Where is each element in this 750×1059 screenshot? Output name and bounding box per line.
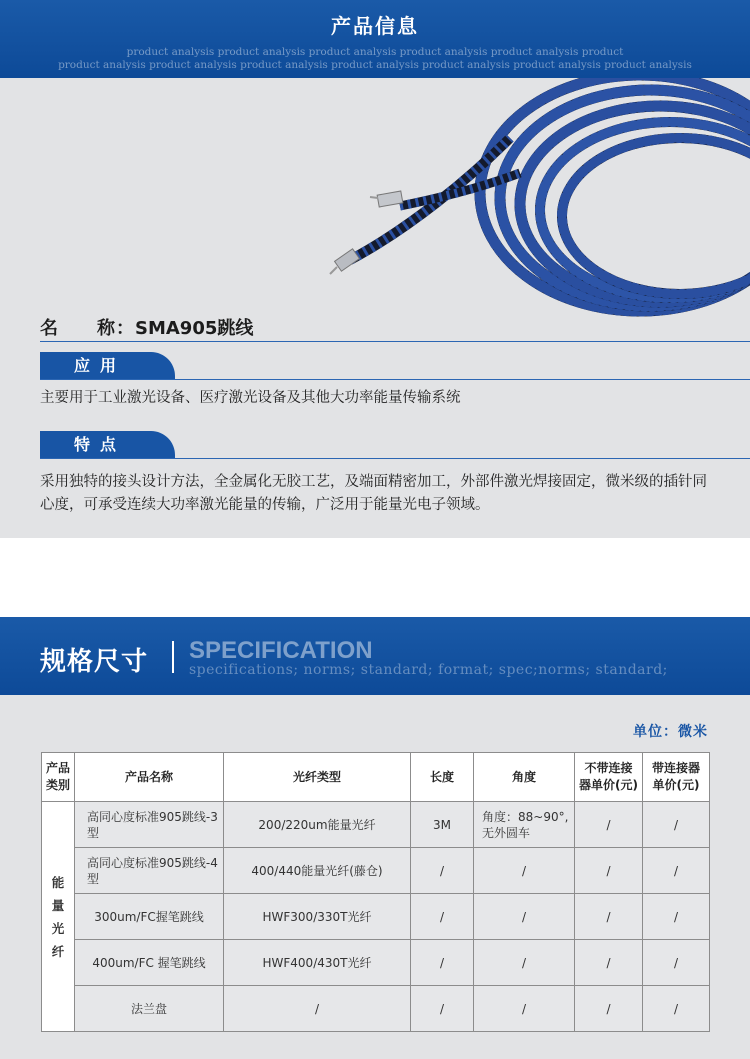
cell-angle: / (474, 848, 575, 894)
cell-name: 400um/FC 握笔跳线 (75, 940, 224, 986)
cell-name: 300um/FC握笔跳线 (75, 894, 224, 940)
header-watermark-line-2: product analysis product analysis product analysis product analysis product analysis product analysis product analysis (58, 59, 692, 71)
table-row (42, 848, 710, 894)
product-name-label: 名 称： (40, 318, 135, 339)
spec-title: 规格尺寸 (40, 647, 149, 677)
application-tab: 应用 (40, 352, 175, 379)
features-tab: 特点 (40, 431, 175, 458)
cell-angle: / (474, 894, 575, 940)
table-row (42, 802, 710, 848)
page-title: 产品信息 (331, 14, 419, 38)
col-header-name: 产品名称 (75, 753, 224, 802)
top-header (0, 0, 750, 78)
col-header-category: 产品类别 (42, 753, 75, 802)
header-watermark-line-1: product analysis product analysis product analysis product analysis product analysis product (126, 46, 624, 58)
cell-fiber: HWF400/430T光纤 (224, 940, 411, 986)
cell-name: 高同心度标准905跳线-3型 (75, 802, 224, 848)
cell-price-no: / (575, 940, 643, 986)
cell-price-with: / (643, 986, 710, 1032)
cell-fiber: / (224, 986, 411, 1032)
table-header-row (42, 753, 710, 802)
col-header-angle: 角度 (474, 753, 575, 802)
cell-price-no: / (575, 894, 643, 940)
spec-panel (0, 695, 750, 1059)
product-info-panel (0, 78, 750, 538)
cell-fiber: 200/220um能量光纤 (224, 802, 411, 848)
cell-price-with: / (643, 940, 710, 986)
unit-label: 单位：微米 (633, 724, 708, 740)
divider (40, 341, 750, 342)
cell-angle: / (474, 940, 575, 986)
cell-price-no: / (575, 848, 643, 894)
spec-header (0, 617, 750, 695)
category-cell: 能量光纤 (42, 802, 75, 1032)
col-header-fiber: 光纤类型 (224, 753, 411, 802)
divider (40, 379, 750, 380)
cell-price-no: / (575, 986, 643, 1032)
divider (40, 458, 750, 459)
fiber-cable-image (0, 78, 750, 348)
cell-fiber: HWF300/330T光纤 (224, 894, 411, 940)
spec-subtitle-en: specifications; norms; standard; format; spec;norms; standard; (189, 662, 668, 678)
cell-name: 法兰盘 (75, 986, 224, 1032)
cell-length: / (411, 940, 474, 986)
col-header-price-no-connector: 不带连接器单价(元) (575, 753, 643, 802)
cell-angle: / (474, 986, 575, 1032)
spec-table (41, 752, 710, 1032)
table-row (42, 940, 710, 986)
cell-price-with: / (643, 848, 710, 894)
cell-length: 3M (411, 802, 474, 848)
cell-price-with: / (643, 802, 710, 848)
cell-name: 高同心度标准905跳线-4型 (75, 848, 224, 894)
col-header-price-with-connector: 带连接器单价(元) (643, 753, 710, 802)
spec-title-en: SPECIFICATION (189, 637, 373, 664)
cell-angle: 角度：88~90°,无外圆车 (474, 802, 575, 848)
cell-length: / (411, 986, 474, 1032)
cell-price-with: / (643, 894, 710, 940)
cell-length: / (411, 848, 474, 894)
col-header-length: 长度 (411, 753, 474, 802)
cell-fiber: 400/440能量光纤(藤仓) (224, 848, 411, 894)
cell-length: / (411, 894, 474, 940)
product-name-value: SMA905跳线 (135, 318, 254, 339)
application-text: 主要用于工业激光设备、医疗激光设备及其他大功率能量传输系统 (40, 390, 461, 406)
title-separator (172, 641, 174, 673)
table-row (42, 986, 710, 1032)
product-name (40, 314, 253, 340)
table-row (42, 894, 710, 940)
features-text: 采用独特的接头设计方法，全金属化无胶工艺，及端面精密加工，外部件激光焊接固定，微米级的插针同心度，可承受连续大功率激光能量的传输，广泛用于能量光电子领域。 (40, 474, 707, 513)
cell-price-no: / (575, 802, 643, 848)
